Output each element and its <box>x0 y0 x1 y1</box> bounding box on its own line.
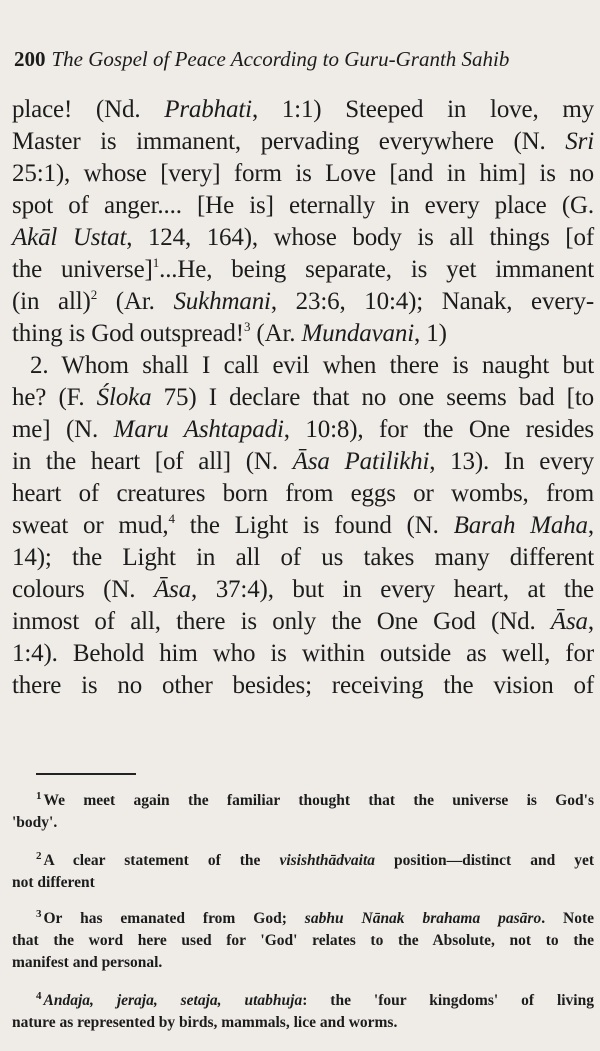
text-line: 25:1), whose [very] form is Love [and in him] is no <box>12 160 594 187</box>
footnote-mark: 3 <box>36 908 42 920</box>
footnote-4: $^4$ Andaja, jeraja, setaja, utabhuja: the 'four kingdoms' of living nature as represented by birds, mammals, lice and worms. <box>12 990 594 1031</box>
text-line: 2. Whom shall I call evil when there is naught but <box>30 352 594 379</box>
footnote-mark: 1 <box>36 790 42 802</box>
text-line: place! (Nd. Prabhati, 1:1) Steeped in love, my <box>12 96 594 123</box>
footnote-ref: 3 <box>243 319 251 334</box>
text-line: 1:4). Behold him who is within outside as well, for <box>12 640 594 667</box>
text-line: inmost of all, there is only the One God (Nd. Āsa, <box>12 608 594 635</box>
body-text <box>12 94 594 702</box>
footnote-1: $^1$ We meet again the familiar thought that the universe is God's 'body'. <box>12 790 594 831</box>
text-line: in the heart [of all] (N. Āsa Patilikhi, 13). In every <box>12 448 594 475</box>
text-line: me] (N. Maru Ashtapadi, 10:8), for the One resides <box>12 416 594 443</box>
text-line: Master is immanent, pervading everywhere (N. Sri <box>12 128 594 155</box>
running-title: The Gospel of Peace According to Guru-Granth Sahib <box>51 47 510 71</box>
text-line: Akāl Ustat, 124, 164), whose body is all things [of <box>12 224 594 251</box>
footnote-mark: 4 <box>36 990 42 1002</box>
text-line: (in all)$^2$ (Ar. Sukhmani, 23:6, 10:4); Nanak, every- <box>12 287 595 315</box>
footnote-2: $^2$ A clear statement of the visishthādvaita position—distinct and yet not different <box>12 850 594 891</box>
text-line: spot of anger.... [He is] eternally in every place (G. <box>12 192 594 219</box>
text-line: heart of creatures born from eggs or wombs, from <box>12 480 594 507</box>
text-line: sweat or mud,$^4$ the Light is found (N. Barah Maha, <box>12 511 595 539</box>
footnote-ref: 2 <box>90 287 98 302</box>
text-line: 14); the Light in all of us takes many different <box>12 544 594 571</box>
text-line: thing is God outspread!$^3$ (Ar. Mundavani, 1) <box>12 319 447 347</box>
text-line: there is no other besides; receiving the vision of <box>12 672 594 699</box>
footnote-ref: 4 <box>168 511 175 526</box>
text-line: colours (N. Āsa, 37:4), but in every heart, at the <box>12 576 594 603</box>
footnote-ref: 1 <box>152 255 160 270</box>
text-line: he? (F. Śloka 75) I declare that no one seems bad [to <box>12 384 594 411</box>
page-number: 200 <box>14 47 46 71</box>
text-line: the universe]$^1$...He, being separate, is yet immanent <box>12 255 594 283</box>
footnote-divider <box>36 773 136 775</box>
footnote-3: $^3$ Or has emanated from God; sabhu Nānak brahama pasāro. Note that the word here used for 'God' relates to the Absolute, not to the manifest and personal. <box>12 908 594 971</box>
footnote-mark: 2 <box>36 850 42 862</box>
running-header <box>14 46 594 72</box>
